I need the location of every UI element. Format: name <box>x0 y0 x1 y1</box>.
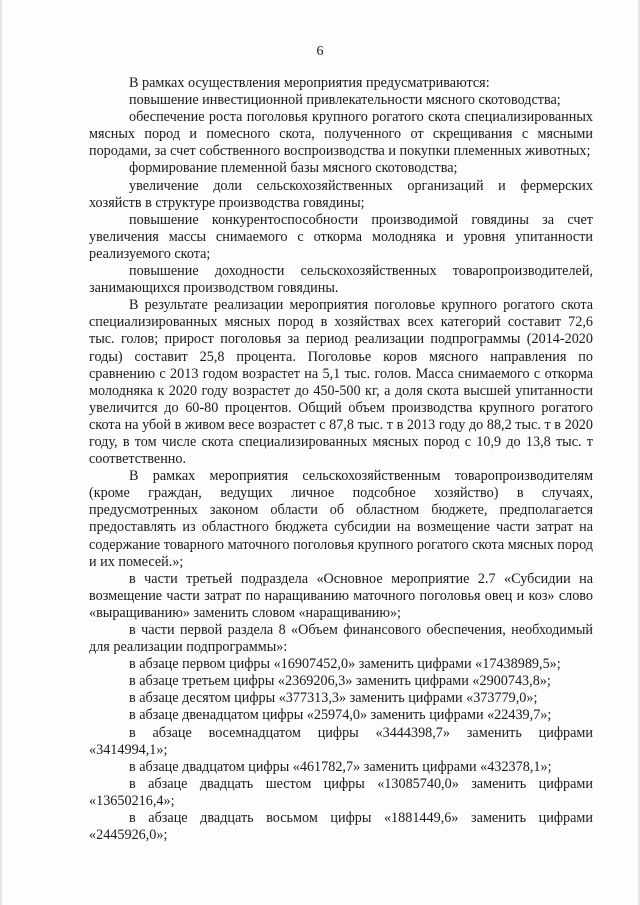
paragraph: в абзаце восемнадцатом цифры «3444398,7» заменить цифрами «3414994,1»; <box>89 724 593 758</box>
paragraph: В результате реализации мероприятия поголовье крупного рогатого скота специализированных мясных пород в хозяйствах всех категорий составит 72,6 тыс. голов; прирост поголовья за период реализации подпрограммы (2014-2020 годы) составит 25,8 процента. Поголовье коров мясного направления по сравнению с 2013 годом возрастет на 5,1 тыс. голов. Масса снимаемого с откорма молодняка к 2020 году возрастет до 450-500 кг, а доля скота высшей упитанности увеличится до 60-80 процентов. Общий объем производства крупного рогатого скота на убой в живом весе возрастет с 87,8 тыс. т в 2013 году до 88,2 тыс. т в 2020 году, в том числе скота специализированных мясных пород с 10,9 до 13,8 тыс. т соответственно. <box>89 297 593 468</box>
paragraph: в абзаце третьем цифры «2369206,3» заменить цифрами «2900743,8»; <box>129 673 551 690</box>
page-left-edge <box>0 0 2 905</box>
paragraph: в части третьей подраздела «Основное мероприятие 2.7 «Субсидии на возмещение части затрат по наращиванию маточного поголовья овец и коз» слово «выращиванию» заменить словом «наращиванию»; <box>89 570 593 621</box>
page-number: 6 <box>316 44 324 59</box>
paragraph: В рамках мероприятия сельскохозяйственным товаропроизводителям (кроме граждан, ведущих личное подсобное хозяйство) в случаях, предусмотренных законом области об областном бюджете, предполагается предоставлять из областного бюджета субсидии на возмещение части затрат на содержание товарного маточного поголовья крупного рогатого скота мясных пород и их помесей.»; <box>89 468 593 570</box>
paragraph: в части первой раздела 8 «Объем финансового обеспечения, необходимый для реализации подпрограммы»: <box>89 622 593 656</box>
paragraph: повышение инвестиционной привлекательности мясного скотоводства; <box>129 92 561 109</box>
paragraph: повышение доходности сельскохозяйственных товаропроизводителей, занимающихся производством говядины. <box>89 263 593 297</box>
paragraph: обеспечение роста поголовья крупного рогатого скота специализированных мясных пород и помесного скота, полученного от скрещивания с мясными породами, за счет собственного воспроизводства и покупки племенных животных; <box>89 109 593 160</box>
paragraph: в абзаце двенадцатом цифры «25974,0» заменить цифрами «22439,7»; <box>129 707 552 724</box>
paragraph: в абзаце двадцатом цифры «461782,7» заменить цифрами «432378,1»; <box>129 758 552 775</box>
paragraph: в абзаце двадцать восьмом цифры «1881449,6» заменить цифрами «2445926,0»; <box>89 810 593 844</box>
paragraph: в абзаце десятом цифры «377313,3» заменить цифрами «373779,0»; <box>129 690 538 707</box>
paragraph: повышение конкурентоспособности производимой говядины за счет увеличения массы снимаемого с откорма молодняка и уровня упитанности реализуемого скота; <box>89 211 593 262</box>
paragraph: в абзаце двадцать шестом цифры «13085740,0» заменить цифрами «13650216,4»; <box>89 775 593 809</box>
document-body <box>89 75 593 844</box>
paragraph: в абзаце первом цифры «16907452,0» заменить цифрами «17438989,5»; <box>129 656 561 673</box>
paragraph: формирование племенной базы мясного скотоводства; <box>129 160 458 177</box>
paragraph: В рамках осуществления мероприятия предусматриваются: <box>129 75 490 91</box>
paragraph: увеличение доли сельскохозяйственных организаций и фермерских хозяйств в структуре производства говядины; <box>89 177 593 211</box>
